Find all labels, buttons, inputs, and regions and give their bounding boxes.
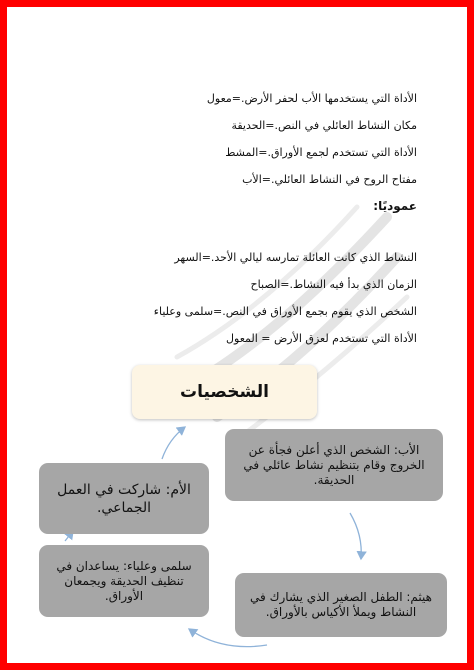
- horizontal-line-2: مكان النشاط العائلي في النص.=الحديقة: [231, 119, 417, 132]
- horizontal-line-1: الأداة التي يستخدمها الأب لحفر الأرض.=معول: [206, 92, 417, 105]
- horizontal-line-4: مفتاح الروح في النشاط العائلي.=الأب: [242, 173, 417, 186]
- characters-title: الشخصيات: [132, 365, 317, 419]
- haitham-text: هيثم: الطفل الصغير الذي يشارك في النشاط ويملأ الأكياس بالأوراق.: [250, 590, 432, 619]
- vertical-heading: عموديًا:: [373, 199, 417, 213]
- node-salma-alia: [39, 545, 209, 617]
- vertical-line-4: الأداة التي تستخدم لعزق الأرض = المعول: [226, 332, 417, 345]
- node-father: [225, 429, 443, 501]
- salma-text: سلمى وعلياء: يساعدان في تنظيف الحديقة ويجمعان الأوراق.: [56, 558, 192, 603]
- node-mother: [39, 463, 209, 534]
- father-text: الأب: الشخص الذي أعلن فجأة عن الخروج وقام بتنظيم نشاط عائلي في الحديقة.: [243, 442, 425, 487]
- node-haitham: [235, 573, 447, 637]
- vertical-line-3: الشخص الذي يقوم بجمع الأوراق في النص.=سلمى وعلياء: [153, 305, 417, 318]
- vertical-line-2: الزمان الذي بدأ فيه النشاط.=الصباح: [250, 278, 417, 291]
- vertical-line-1: النشاط الذي كانت العائلة تمارسه ليالي الأحد.=السهر: [174, 251, 417, 264]
- mother-text: الأم: شاركت في العمل الجماعي.: [57, 481, 191, 516]
- arrow-father-to-haitham: [350, 513, 361, 559]
- horizontal-line-3: الأداة التي تستخدم لجمع الأوراق.=المشط: [225, 146, 417, 159]
- arrow-mother-to-title: [162, 427, 185, 459]
